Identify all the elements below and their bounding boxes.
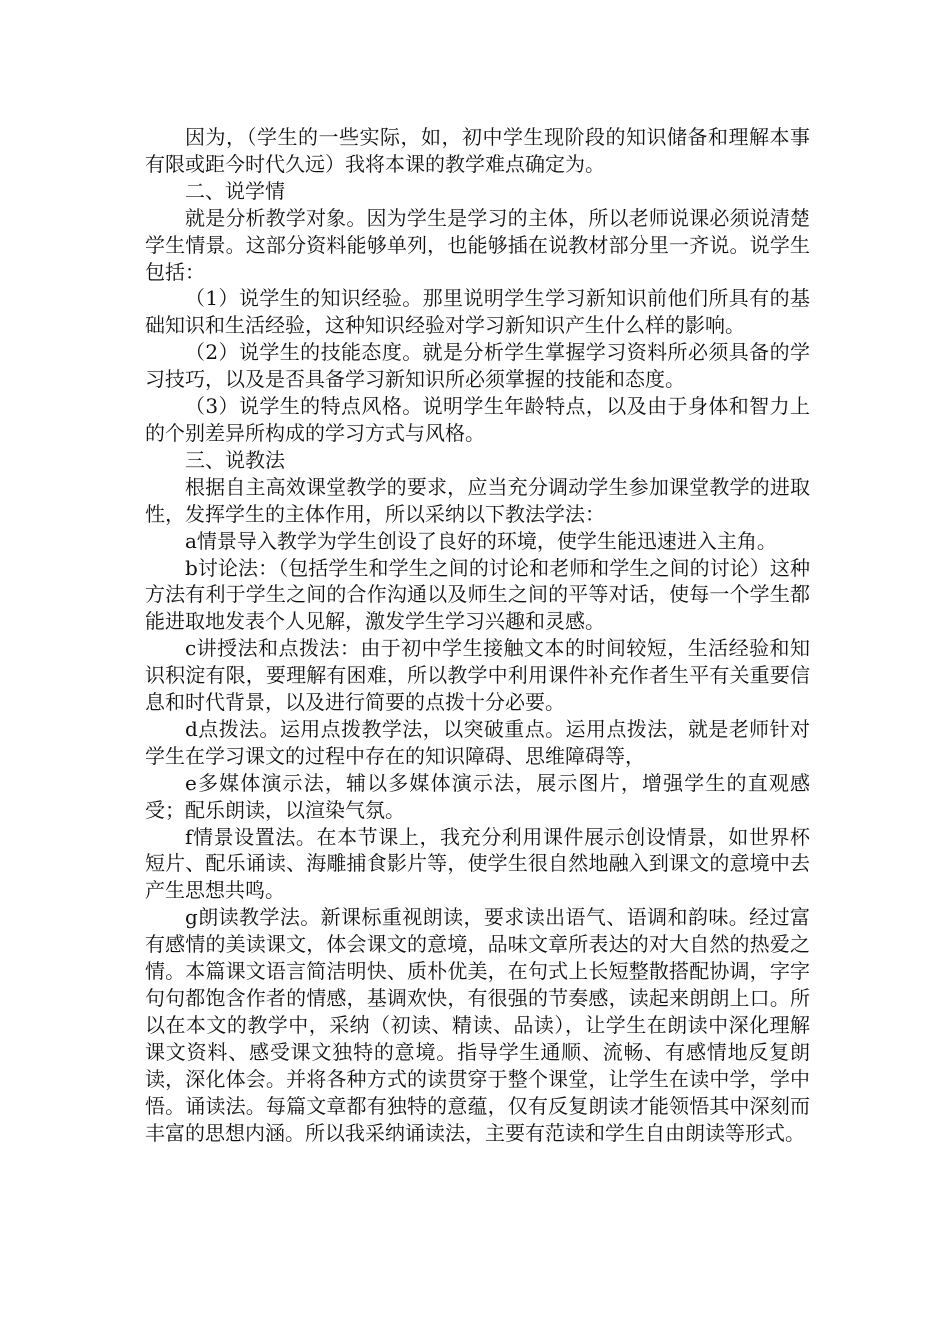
paragraph-method-a: a情景导入教学为学生创设了良好的环境，使学生能迅速进入主角。 bbox=[185, 528, 777, 553]
paragraph-method-f: f情景设置法。在本节课上，我充分利用课件展示创设情景，如世界杯短片、配乐诵读、海雕捕食影片等，使学生很自然地融入到课文的意境中去产生思想共鸣。 bbox=[145, 824, 810, 903]
paragraph-method-d: d点拨法。运用点拨教学法，以突破重点。运用点拨法，就是老师针对学生在学习课文的过程中存在的知识障碍、思维障碍等， bbox=[145, 716, 810, 768]
paragraph-difficulty: 因为，（学生的一些实际，如，初中学生现阶段的知识储备和理解本事有限或距今时代久远）我将本课的教学难点确定为。 bbox=[145, 125, 810, 176]
paragraph-teaching-method-intro: 根据自主高效课堂教学的要求，应当充分调动学生参加课堂教学的进取性，发挥学生的主体作用，所以采纳以下教法学法： bbox=[145, 474, 810, 526]
paragraph-method-e: e多媒体演示法，辅以多媒体演示法，展示图片，增强学生的直观感受；配乐朗读，以渲染气氛。 bbox=[145, 770, 810, 822]
document-page bbox=[145, 124, 810, 1146]
paragraph-method-g: g朗读教学法。新课标重视朗读，要求读出语气、语调和韵味。经过富有感情的美读课文，体会课文的意境，品味文章所表达的对大自然的热爱之情。本篇课文语言简洁明快、质朴优美，在句式上长短整散搭配协调，字字句句都饱含作者的情感，基调欢快，有很强的节奏感，读起来朗朗上口。所以在本文的教学中，采纳（初读、精读、品读），让学生在朗读中深化理解课文资料、感受课文独特的意境。指导学生通顺、流畅、有感情地反复朗读，深化体会。并将各种方式的读贯穿于整个课堂，让学生在读中学，学中悟。诵读法。每篇文章都有独特的意蕴，仅有反复朗读才能领悟其中深刻而丰富的思想内涵。所以我采纳诵读法，主要有范读和学生自由朗读等形式。 bbox=[145, 905, 810, 1145]
section-heading-teaching-method: 三、说教法 bbox=[185, 447, 285, 472]
paragraph-method-c: c讲授法和点拨法：由于初中学生接触文本的时间较短，生活经验和知识积淀有限，要理解有困难，所以教学中利用课件补充作者生平有关重要信息和时代背景，以及进行简要的点拨十分必要。 bbox=[145, 636, 810, 715]
paragraph-learning-situation-intro: 就是分析教学对象。因为学生是学习的主体，所以老师说课必须说清楚学生情景。这部分资料能够单列，也能够插在说教材部分里一齐说。说学生包括： bbox=[145, 205, 810, 284]
paragraph-knowledge-experience: （1）说学生的知识经验。那里说明学生学习新知识前他们所具有的基础知识和生活经验，这种知识经验对学习新知识产生什么样的影响。 bbox=[145, 286, 810, 338]
paragraph-skill-attitude: （2）说学生的技能态度。就是分析学生掌握学习资料所必须具备的学习技巧，以及是否具备学习新知识所必须掌握的技能和态度。 bbox=[145, 340, 810, 392]
section-heading-learning-situation: 二、说学情 bbox=[185, 178, 285, 203]
paragraph-traits-style: （3）说学生的特点风格。说明学生年龄特点，以及由于身体和智力上的个别差异所构成的学习方式与风格。 bbox=[145, 394, 810, 445]
paragraph-method-b: b讨论法：（包括学生和学生之间的讨论和老师和学生之间的讨论）这种方法有利于学生之间的合作沟通以及师生之间的平等对话，使每一个学生都能进取地发表个人见解，激发学生学习兴趣和灵感。 bbox=[145, 555, 810, 634]
